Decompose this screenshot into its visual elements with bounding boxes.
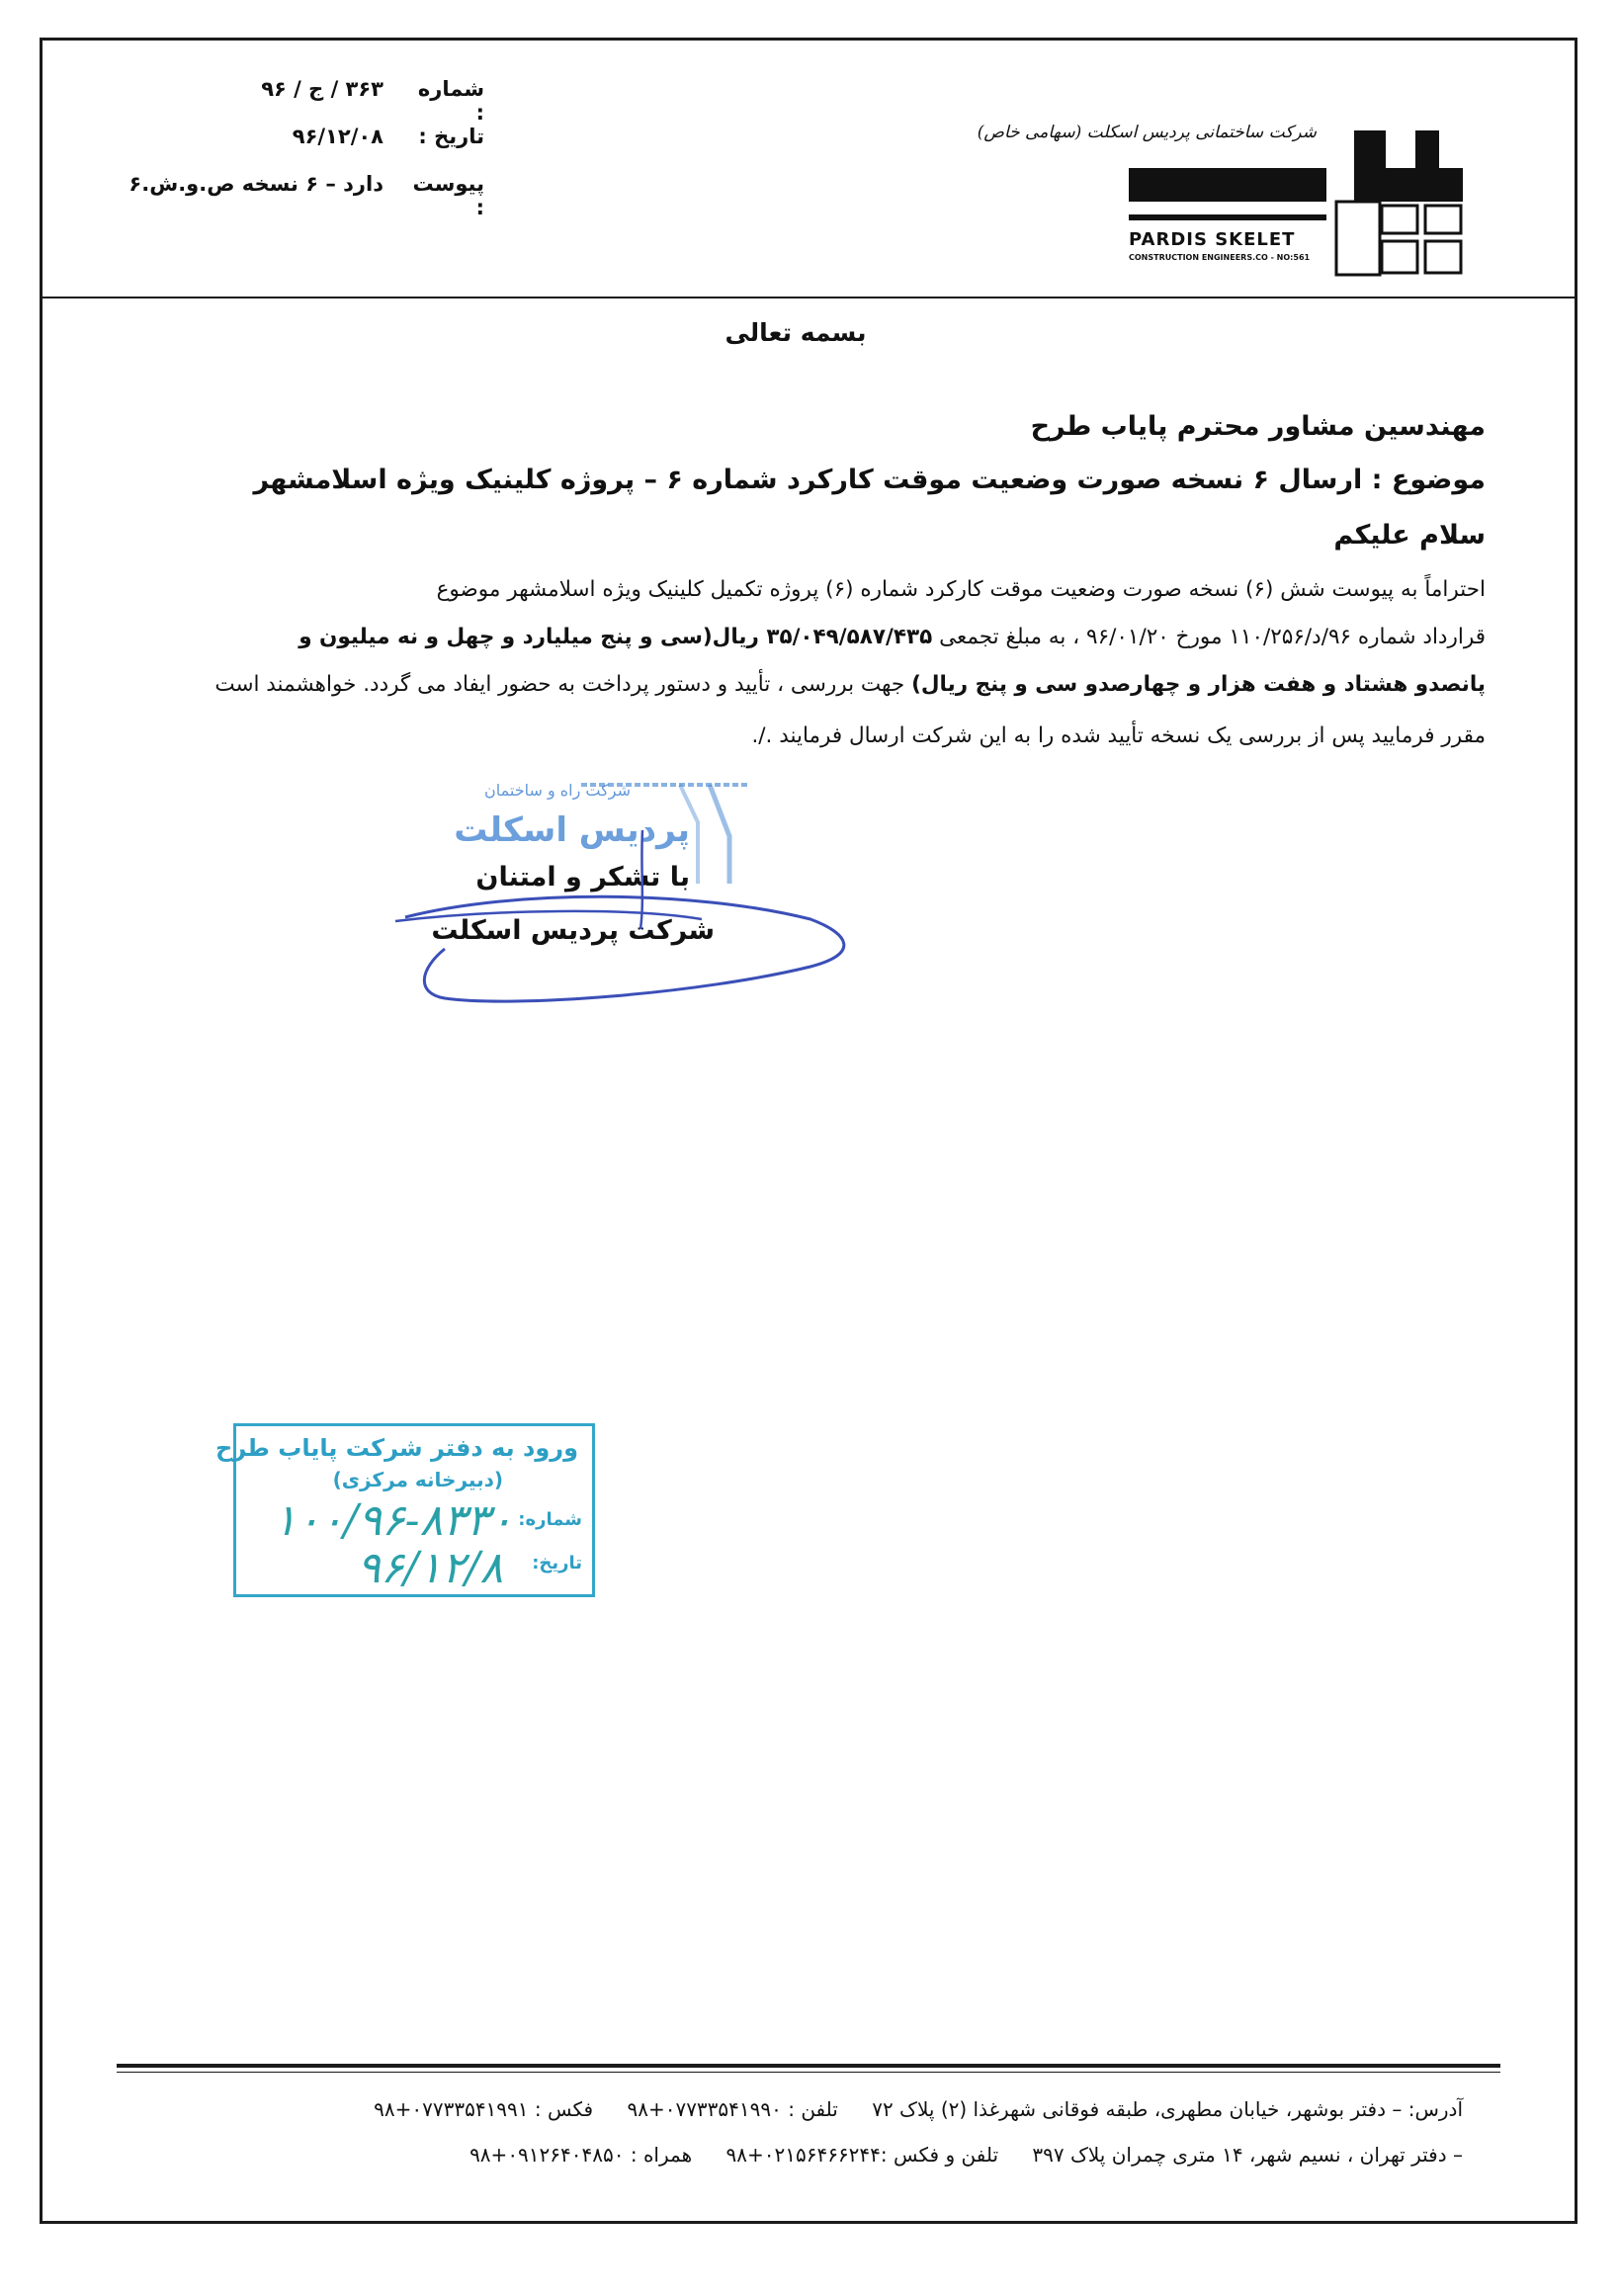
basmala-heading: بسمه تعالی — [724, 318, 867, 347]
page-border — [40, 38, 1577, 2224]
received-stamp-title: ورود به دفتر شرکت پایاب طرح — [215, 1434, 578, 1462]
subject-line: موضوع : ارسال ۶ نسخه صورت وضعیت موقت کارکرد شماره ۶ – پروژه کلینیک ویژه اسلامشهر — [253, 465, 1486, 495]
meta-number-row — [148, 77, 484, 125]
logo-persian-name: شرکت ساختمانی پردیس اسکلت (سهامی خاص) — [977, 123, 1317, 142]
meta-attachment-row — [128, 172, 484, 219]
footer-bushehr-address: آدرس: – دفتر بوشهر، خیابان مطهری، طبقه فوقانی شهرغذا (۲) پلاک ۷۲ — [872, 2097, 1463, 2121]
meta-date-label: تاریخ : — [418, 125, 484, 148]
body-line-2-text: قرارداد شماره ۹۶/د/۱۱۰/۲۵۶ مورخ ۹۶/۰۱/۲۰ ، به مبلغ تجمعی — [939, 625, 1486, 649]
greeting: سلام علیکم — [1333, 520, 1486, 551]
meta-number-value: ۳۶۳ / ج / ۹۶ — [261, 77, 383, 101]
logo-english-subtitle: CONSTRUCTION ENGINEERS.CO - NO:561 — [1129, 253, 1311, 262]
footer-bushehr-fax: فکس : ۰۷۷۳۳۵۴۱۹۹۱+۹۸ — [374, 2097, 594, 2121]
meta-date-value: ۹۶/۱۲/۰۸ — [292, 125, 383, 148]
footer-bushehr-office — [374, 2097, 1463, 2121]
letter-meta — [128, 77, 484, 219]
body-line-3-text: جهت بررسی ، تأیید و دستور پرداخت به حضور ایفاد می گردد. خواهشمند است — [214, 672, 905, 697]
footer-tehran-address: – دفتر تهران ، نسیم شهر، ۱۴ متری چمران پلاک ۳۹۷ — [1032, 2143, 1463, 2167]
amount-in-words: پانصدو هشتاد و هفت هزار و چهارصدو سی و پنج ریال) — [911, 672, 1486, 697]
company-logo — [977, 111, 1465, 279]
header-divider — [43, 297, 1576, 298]
signature-icon — [376, 810, 890, 1008]
meta-number-label: شماره : — [417, 77, 484, 125]
received-date-label: تاریخ: — [532, 1553, 582, 1573]
body-line-3 — [214, 672, 1486, 697]
meta-attachment-value: دارد – ۶ نسخه ص.و.ش.۶ — [128, 172, 383, 196]
addressee: مهندسین مشاور محترم پایاب طرح — [1030, 411, 1486, 442]
footer-bushehr-phone: تلفن : ۰۷۷۳۳۵۴۱۹۹۰+۹۸ — [627, 2097, 838, 2121]
body-line-1: احتراماً به پیوست شش (۶) نسخه صورت وضعیت موقت کارکرد شماره (۶) پروژه تکمیل کلینیک ویژه اسلامشهر موضوع — [436, 577, 1486, 602]
meta-attachment-label: پیوست : — [412, 172, 484, 219]
company-stamp-top-text: شرکت راه و ساختمان — [484, 781, 631, 800]
received-number-value: ۱۰۰/۹۶-۸۳۳۰ — [273, 1495, 513, 1546]
meta-date-row — [148, 125, 484, 172]
signatory-company: شرکت پردیس اسکلت — [431, 915, 715, 946]
received-date-value: ۹۶/۱۲/۸ — [357, 1543, 503, 1593]
company-stamp-name: پردیس اسکلت — [454, 810, 690, 850]
contract-amount: ۳۵/۰۴۹/۵۸۷/۴۳۵ ریال(سی و پنج میلیارد و چهل و نه میلیون و — [298, 625, 933, 649]
received-number-label: شماره: — [518, 1509, 582, 1530]
footer-tehran-mobile: همراه : ۰۹۱۲۶۴۰۴۸۵۰+۹۸ — [469, 2143, 693, 2167]
received-stamp — [215, 1423, 595, 1597]
received-stamp-subtitle: (دبیرخانه مرکزی) — [332, 1468, 503, 1491]
footer-divider-thick — [117, 2064, 1500, 2068]
footer-tehran-phone: تلفن و فکس :۰۲۱۵۶۴۶۶۲۴۴+۹۸ — [725, 2143, 999, 2167]
footer-divider-thin — [117, 2072, 1500, 2073]
closing-phrase: با تشکر و امتنان — [475, 862, 690, 893]
logo-english-name: PARDIS SKELET — [1129, 229, 1296, 250]
body-line-2 — [298, 625, 1486, 649]
body-line-4: مقرر فرمایید پس از بررسی یک نسخه تأیید شده را به این شرکت ارسال فرمایند ./. — [751, 723, 1486, 748]
footer-tehran-office — [469, 2143, 1463, 2167]
